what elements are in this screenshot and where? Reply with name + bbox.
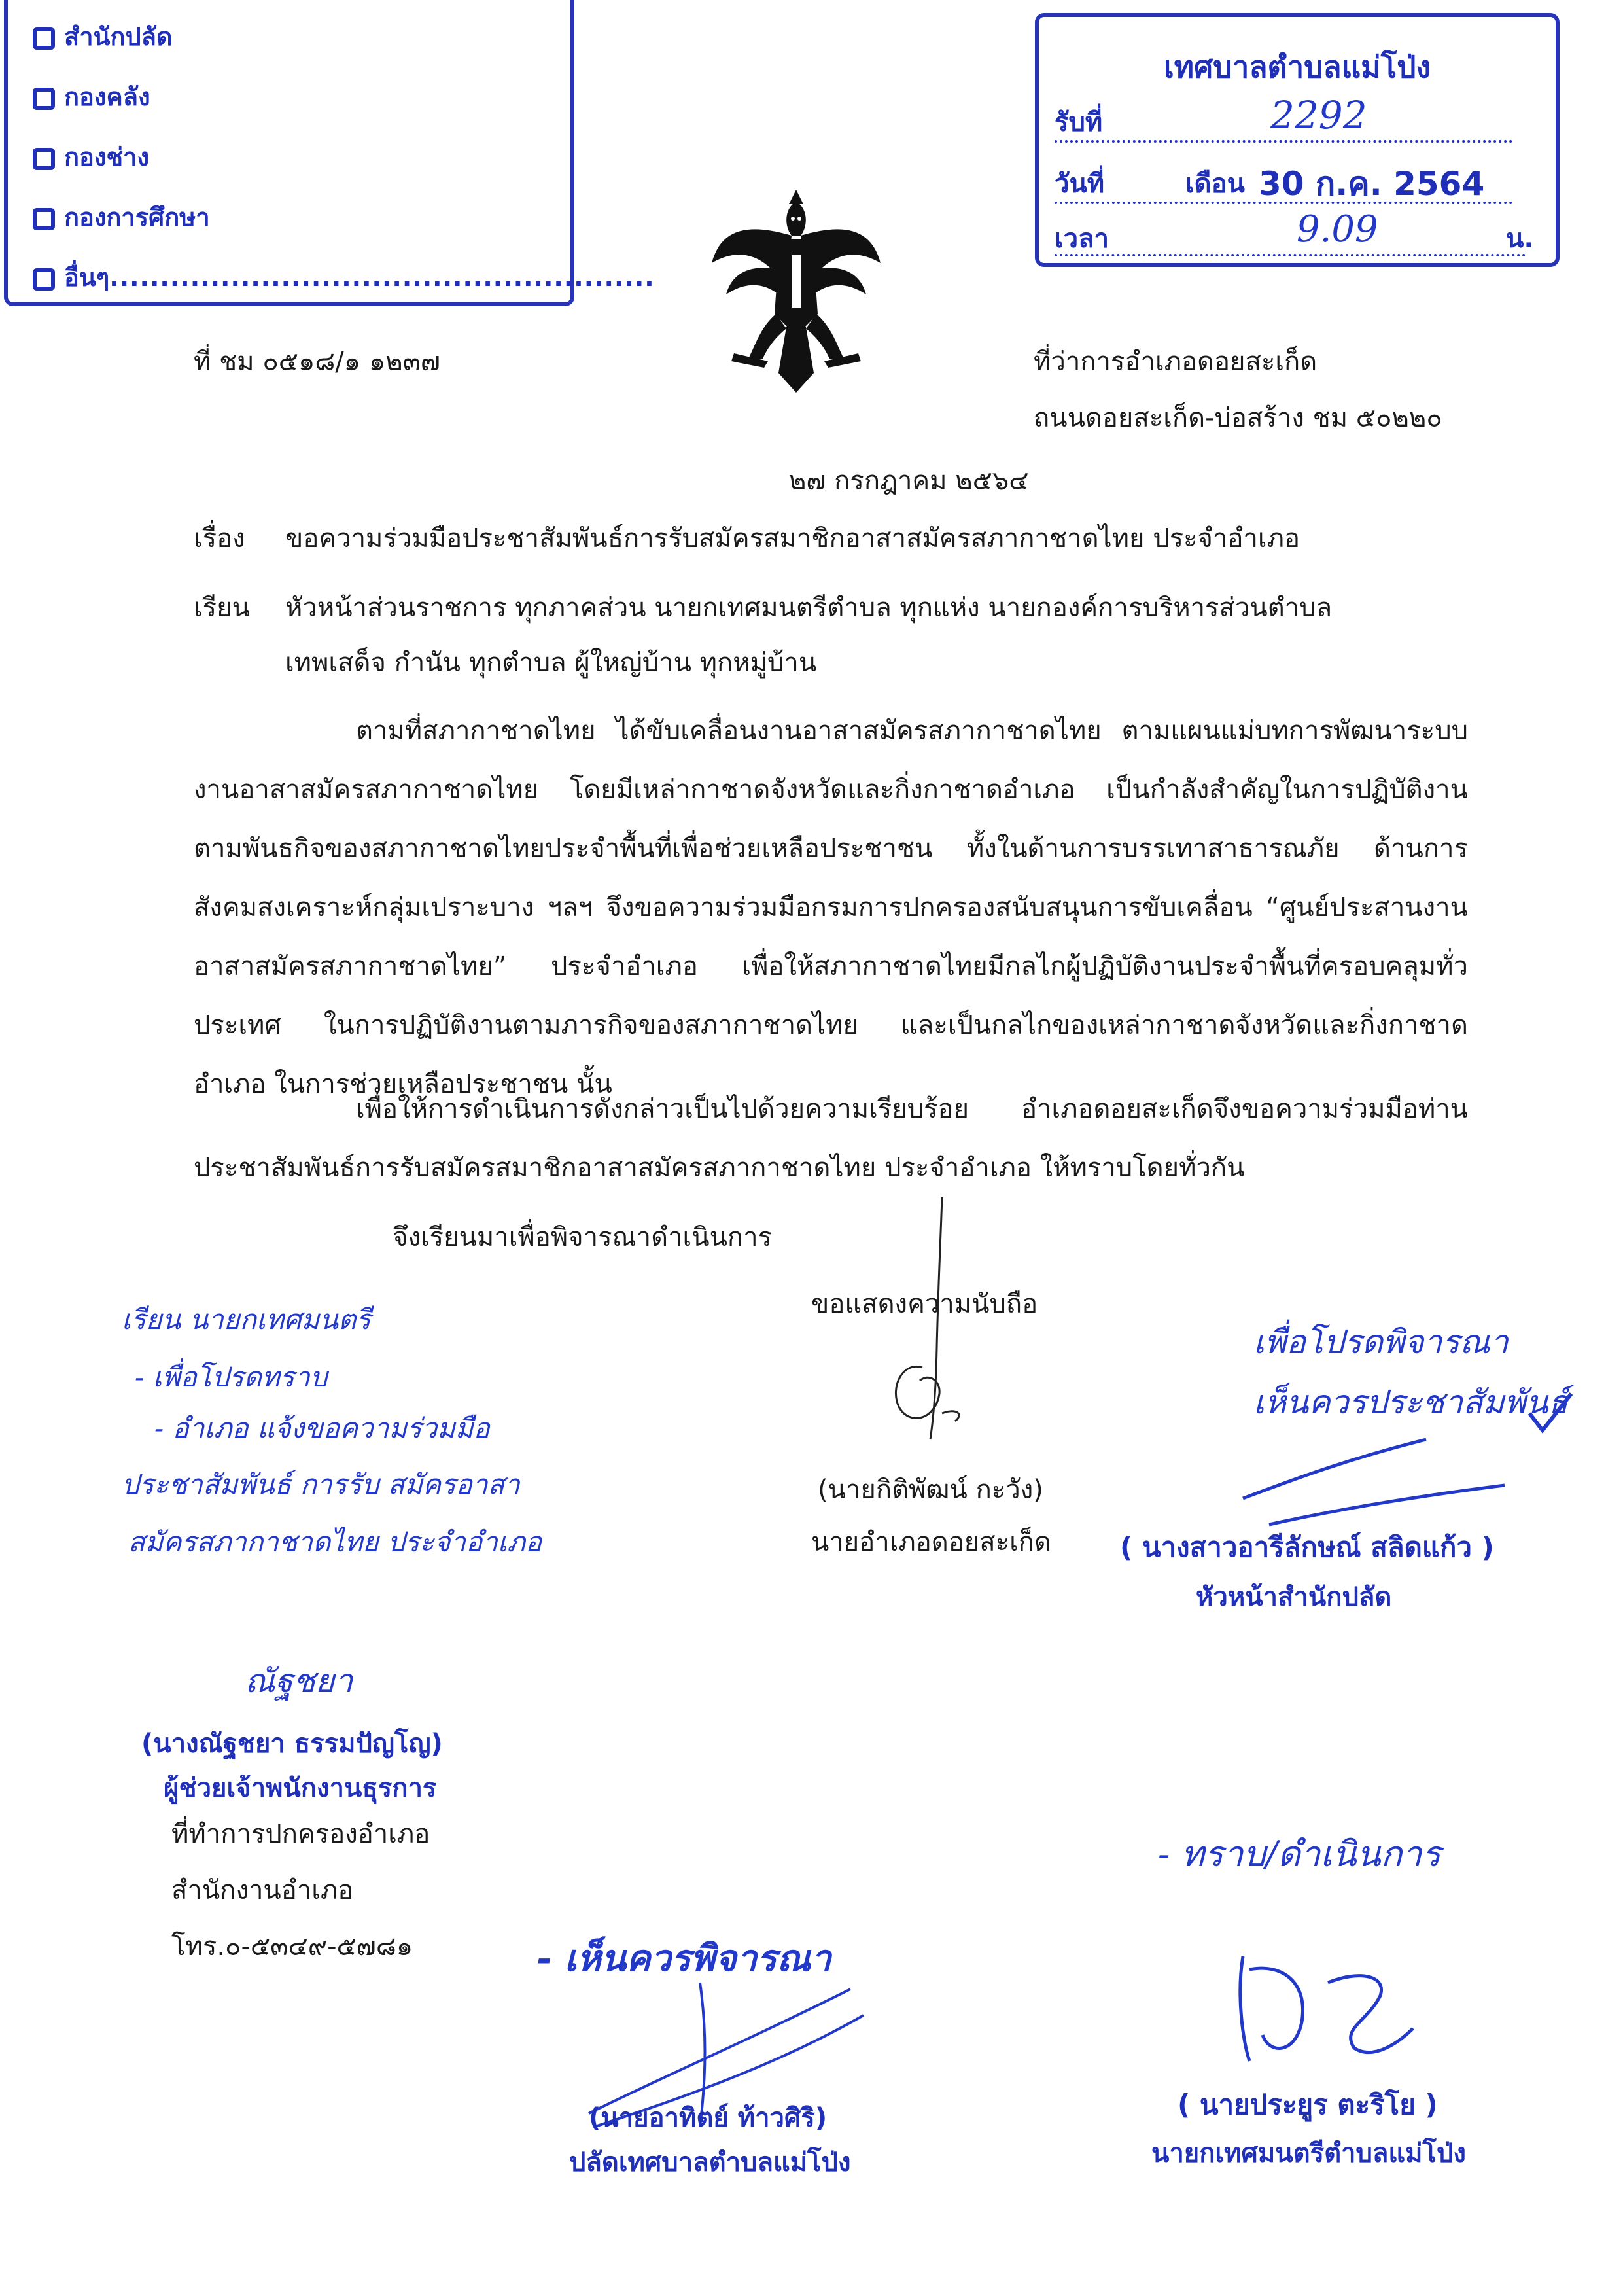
receipt-stamp-title: เทศบาลตำบลแม่โป่ง bbox=[1164, 49, 1431, 84]
mayor-note: - ทราบ/ดำเนินการ bbox=[1158, 1833, 1441, 1875]
head-title: หัวหน้าสำนักปลัด bbox=[1196, 1582, 1392, 1612]
receipt-time-unit: น. bbox=[1506, 224, 1534, 254]
department-routing-stamp bbox=[4, 0, 655, 306]
receipt-date-value: 30 ก.ค. 2564 bbox=[1259, 165, 1485, 203]
subject-text: ขอความร่วมมือประชาสัมพันธ์การรับสมัครสมาชิกอาสาสมัครสภากาชาดไทย ประจำอำเภอ bbox=[285, 523, 1300, 554]
receipt-stamp bbox=[1035, 13, 1560, 267]
checkbox-icon bbox=[33, 27, 55, 50]
receipt-number-value: 2292 bbox=[1270, 93, 1367, 137]
receipt-month-label: เดือน bbox=[1185, 169, 1246, 199]
receipt-date-label: วันที่ bbox=[1055, 169, 1105, 199]
deputy-title: ปลัดเทศบาลตำบลแม่โป่ง bbox=[569, 2147, 851, 2178]
office-address-line2: ถนนดอยสะเก็ด-บ่อสร้าง ชม ๕๐๒๒๐ bbox=[1034, 403, 1442, 433]
to-line1: หัวหน้าส่วนราชการ ทุกภาคส่วน นายกเทศมนตรีตำบล ทุกแห่ง นายกองค์การบริหารส่วนตำบล bbox=[285, 593, 1333, 623]
checkbox-icon bbox=[33, 88, 55, 110]
to-line2: เทพเสด็จ กำนัน ทุกตำบล ผู้ใหญ่บ้าน ทุกหมู่บ้าน bbox=[285, 648, 817, 678]
contact-line1: ที่ทำการปกครองอำเภอ bbox=[171, 1819, 430, 1849]
head-note-line1: เพื่อโปรดพิจารณา bbox=[1253, 1323, 1509, 1361]
subject-label: เรื่อง bbox=[194, 523, 245, 554]
dept-item-other: อื่นๆ...................................................... bbox=[33, 247, 655, 308]
receipt-time-value: 9.09 bbox=[1297, 208, 1378, 251]
closing-request: จึงเรียนมาเพื่อพิจารณาดำเนินการ bbox=[393, 1222, 773, 1252]
checkbox-icon bbox=[33, 208, 55, 230]
mayor-signature bbox=[1230, 1943, 1426, 2068]
reference-number: ที่ ชม ๐๕๑๘/๑ ๑๒๓๗ bbox=[194, 347, 441, 377]
receipt-number-label: รับที่ bbox=[1055, 107, 1103, 137]
clerk-title: ผู้ช่วยเจ้าพนักงานธุรการ bbox=[164, 1773, 437, 1803]
clerk-name: (นางณัฐชยา ธรรมปัญโญ) bbox=[141, 1729, 443, 1759]
contact-line3: โทร.๐-๕๓๔๙-๕๗๘๑ bbox=[171, 1932, 413, 1962]
handwritten-note-line3: - อำเภอ แจ้งขอความร่วมมือ bbox=[154, 1412, 490, 1444]
district-chief-signature bbox=[857, 1197, 988, 1485]
dept-item-engineering: กองช่าง bbox=[33, 127, 655, 187]
signer-title: นายอำเภอดอยสะเก็ด bbox=[811, 1527, 1051, 1557]
receipt-time-label: เวลา bbox=[1055, 224, 1109, 254]
signer-name: (นายกิติพัฒน์ กะวัง) bbox=[818, 1475, 1043, 1505]
body-paragraph-2: เพื่อให้การดำเนินการดังกล่าวเป็นไปด้วยความเรียบร้อย อำเภอดอยสะเก็ดจึงขอความร่วมมือท่านประชาสัมพันธ์การรับสมัครสมาชิกอาสาสมัครสภากาชาดไทย ประจำอำเภอ ให้ทราบโดยทั่วกัน bbox=[194, 1094, 1468, 1183]
deputy-name: (นายอาทิตย์ ท้าวศิริ) bbox=[589, 2103, 828, 2133]
garuda-emblem-icon bbox=[708, 190, 884, 393]
dept-item-education: กองการศึกษา bbox=[33, 187, 655, 247]
head-signature bbox=[1230, 1426, 1518, 1531]
clerk-initials: ณัฐชยา bbox=[245, 1662, 353, 1700]
head-name: ( นางสาวอารีลักษณ์ สลิดแก้ว ) bbox=[1120, 1531, 1494, 1563]
handwritten-note-line4: ประชาสัมพันธ์ การรับ สมัครอาสา bbox=[122, 1468, 520, 1500]
office-address-line1: ที่ว่าการอำเภอดอยสะเก็ด bbox=[1034, 347, 1318, 377]
handwritten-note-line5: สมัครสภากาชาดไทย ประจำอำเภอ bbox=[128, 1526, 542, 1558]
mayor-title: นายกเทศมนตรีตำบลแม่โป่ง bbox=[1151, 2138, 1466, 2168]
body-paragraph-1: ตามที่สภากาชาดไทย ได้ขับเคลื่อนงานอาสาสมัครสภากาชาดไทย ตามแผนแม่บทการพัฒนาระบบงานอาสาสมัครสภากาชาดไทย โดยมีเหล่ากาชาดจังหวัดและกิ่งกาชาดอำเภอ เป็นกำลังสำคัญในการปฏิบัติงานตามพันธกิจของสภากาชาดไทยประจำพื้นที่เพื่อช่วยเหลือประชาชน ทั้งในด้านการบรรเทาสาธารณภัย ด้านการสังคมสงเคราะห์กลุ่มเปราะบาง ฯลฯ จึงขอความร่วมมือกรมการปกครองสนับสนุนการขับเคลื่อน “ศูนย์ประสานงานอาสาสมัครสภากาชาดไทย” ประจำอำเภอ เพื่อให้สภากาชาดไทยมีกลไกผู้ปฏิบัติงานประจำพื้นที่ครอบคลุมทั่วประเทศ ในการปฏิบัติงานตามภารกิจของสภากาชาดไทย และเป็นกลไกของเหล่ากาชาดจังหวัดและกิ่งกาชาดอำเภอ ในการช่วยเหลือประชาชน นั้น bbox=[194, 716, 1468, 1099]
checkbox-icon bbox=[33, 148, 55, 170]
contact-line2: สำนักงานอำเภอ bbox=[171, 1875, 354, 1905]
dept-item-finance: กองคลัง bbox=[33, 67, 655, 127]
dept-item-office: สำนักปลัด bbox=[33, 7, 655, 67]
deputy-note: - เห็นควรพิจารณา bbox=[536, 1937, 831, 1980]
check-mark-icon bbox=[1524, 1387, 1577, 1439]
checkbox-icon bbox=[33, 268, 55, 291]
closing-regards: ขอแสดงความนับถือ bbox=[811, 1289, 1038, 1319]
letter-date: ๒๗ กรกฎาคม ๒๕๖๔ bbox=[789, 466, 1029, 496]
handwritten-note-line2: - เพื่อโปรดทราบ bbox=[135, 1361, 328, 1393]
to-label: เรียน bbox=[194, 593, 250, 623]
head-note-line2: เห็นควรประชาสัมพันธ์ bbox=[1253, 1383, 1569, 1421]
handwritten-note-line1: เรียน นายกเทศมนตรี bbox=[122, 1303, 371, 1335]
mayor-name: ( นายประยูร ตะริโย ) bbox=[1178, 2089, 1438, 2121]
